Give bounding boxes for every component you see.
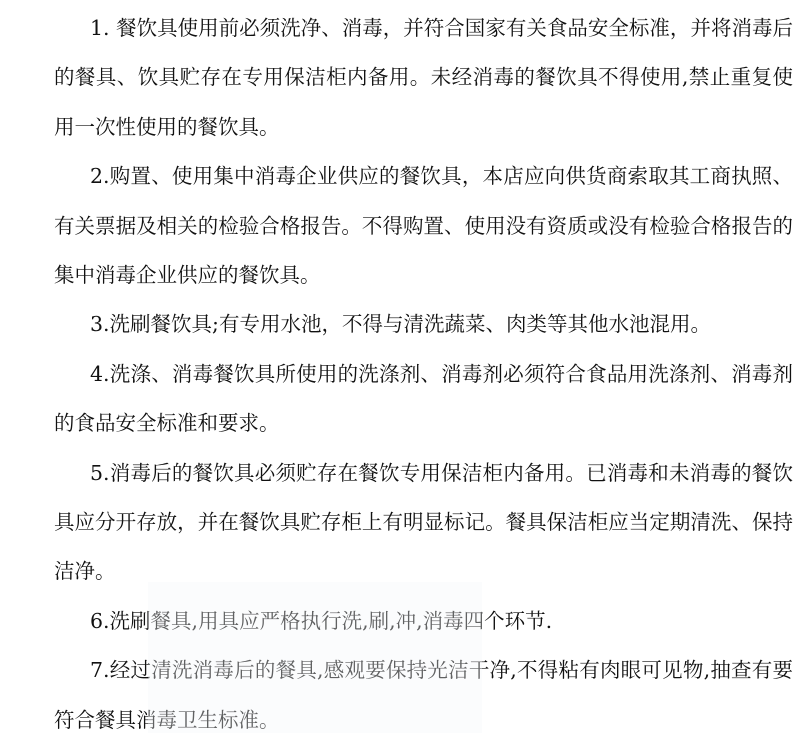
- paragraph-6: 6.洗刷餐具,用具应严格执行洗,刷,冲,消毒四个环节.: [90, 608, 553, 633]
- paragraph-2: 2.购置、使用集中消毒企业供应的餐饮具，本店应向供货商索取其工商执照、有关票据及相关的检验合格报告。不得购置、使用没有资质或没有检验合格报告的集中消毒企业供应的餐饮具。: [54, 164, 793, 288]
- paragraph-7: 7.经过清洗消毒后的餐具,感观要保持光洁干净,不得粘有肉眼可见物,抽查有要符合餐具消毒卫生标准。: [54, 658, 793, 732]
- paragraph-5: 5.消毒后的餐饮具必须贮存在餐饮专用保洁柜内备用。已消毒和未消毒的餐饮具应分开存放，并在餐饮具贮存柜上有明显标记。餐具保洁柜应当定期清洗、保持洁净。: [54, 460, 793, 584]
- paragraph-3: 3.洗刷餐饮具;有专用水池，不得与清洗蔬菜、肉类等其他水池混用。: [90, 312, 711, 337]
- paragraph-4: 4.洗涤、消毒餐饮具所使用的洗涤剂、消毒剂必须符合食品用洗涤剂、消毒剂的食品安全标准和要求。: [54, 361, 793, 436]
- paragraph-1: 1. 餐饮具使用前必须洗净、消毒，并符合国家有关食品安全标准，并将消毒后的餐具、饮具贮存在专用保洁柜内备用。未经消毒的餐饮具不得使用,禁止重复使用一次性使用的餐饮具。: [54, 16, 793, 139]
